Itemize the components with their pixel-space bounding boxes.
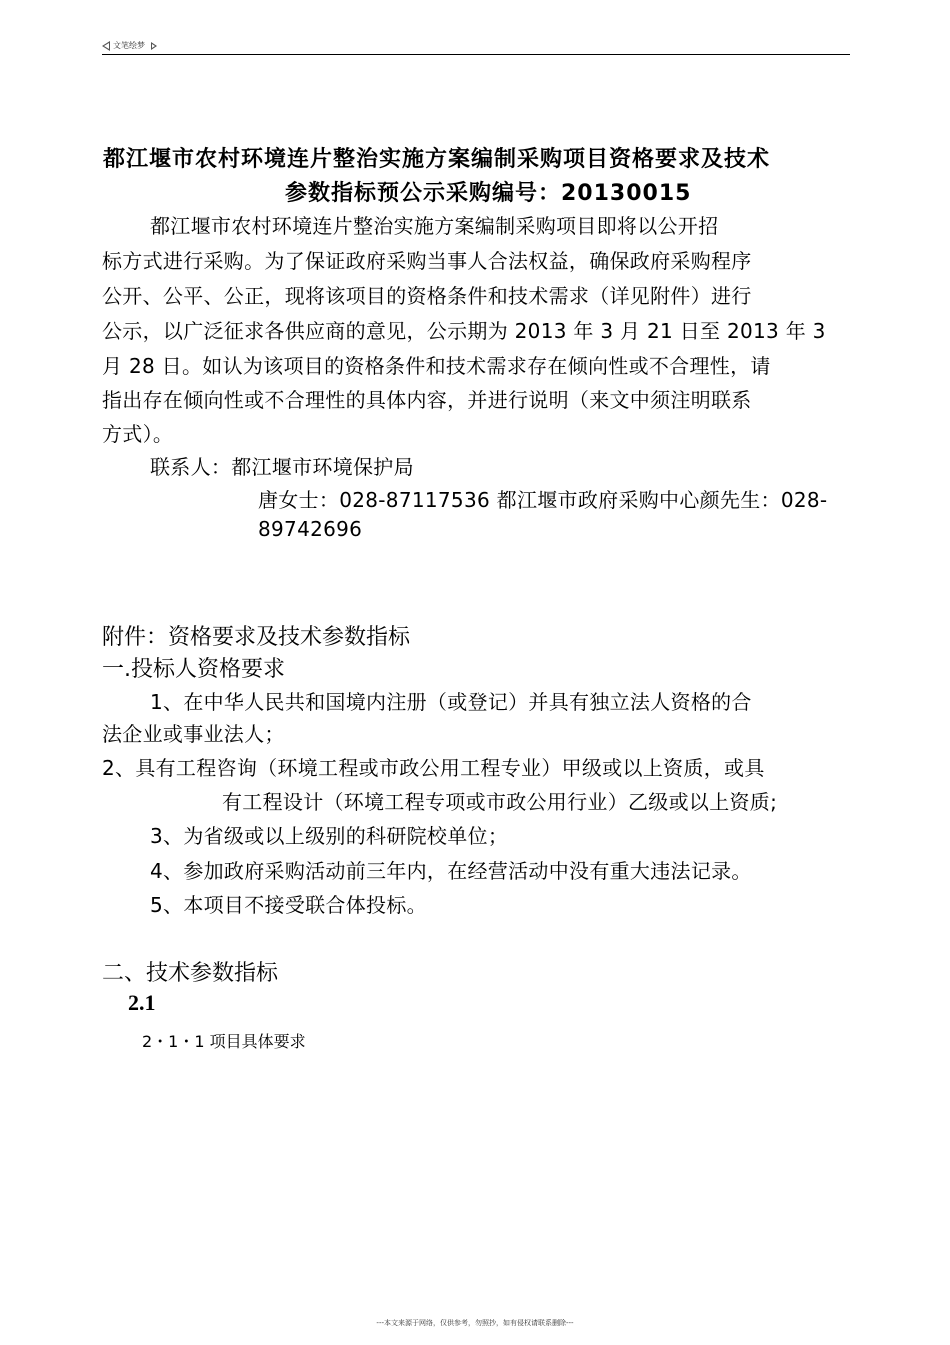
header-text: 文笔绘梦	[113, 41, 145, 50]
section-heading-technical: 二、技术参数指标	[102, 961, 279, 986]
intro-line: 公开、公平、公正，现将该项目的资格条件和技术需求（详见附件）进行	[102, 284, 752, 308]
intro-line: 指出存在倾向性或不合理性的具体内容，并进行说明（来文中须注明联系	[102, 388, 752, 412]
subsection-heading: 2・1・1 项目具体要求	[142, 1032, 306, 1051]
intro-line: 公示，以广泛征求各供应商的意见，公示期为 2013 年 3 月 21 日至 2013 年 3	[102, 319, 826, 343]
contact-line2: 89742696	[258, 517, 363, 541]
contact-label: 联系人：都江堰市环境保护局	[150, 455, 414, 479]
doc-title-line1: 都江堰市农村环境连片整治实施方案编制采购项目资格要求及技术	[103, 147, 771, 172]
header-rule	[102, 54, 850, 55]
attachment-title: 附件：资格要求及技术参数指标	[102, 625, 411, 650]
doc-title-line2: 参数指标预公示采购编号：20130015	[285, 181, 692, 206]
right-triangle-icon	[151, 42, 157, 50]
requirement-item: 1、在中华人民共和国境内注册（或登记）并具有独立法人资格的合	[150, 690, 752, 714]
intro-line: 方式）。	[102, 422, 174, 446]
intro-line: 标方式进行采购。为了保证政府采购当事人合法权益，确保政府采购程序	[102, 249, 752, 273]
requirement-item: 有工程设计（环境工程专项或市政公用行业）乙级或以上资质;	[222, 790, 778, 814]
contact-line1: 唐女士：028-87117536 都江堰市政府采购中心颜先生：028-	[258, 488, 828, 512]
section-heading-qualifications: 一.投标人资格要求	[102, 657, 285, 682]
intro-line: 月 28 日。如认为该项目的资格条件和技术需求存在倾向性或不合理性，请	[102, 354, 771, 378]
page-header	[102, 40, 157, 51]
intro-line: 都江堰市农村环境连片整治实施方案编制采购项目即将以公开招	[150, 214, 719, 238]
requirement-item: 3、为省级或以上级别的科研院校单位；	[150, 824, 509, 848]
requirement-item: 4、参加政府采购活动前三年内，在经营活动中没有重大违法记录。	[150, 859, 752, 883]
requirement-item: 2、具有工程咨询（环境工程或市政公用工程专业）甲级或以上资质，或具	[102, 756, 765, 780]
left-triangle-icon	[102, 41, 110, 51]
requirement-item: 法企业或事业法人；	[102, 722, 285, 746]
requirement-item: 5、本项目不接受联合体投标。	[150, 893, 427, 917]
subsection-number: 2.1	[128, 990, 156, 1015]
page-footer: ---本文来源于网络，仅供参考，勿照抄，如有侵权请联系删除---	[376, 1319, 574, 1327]
